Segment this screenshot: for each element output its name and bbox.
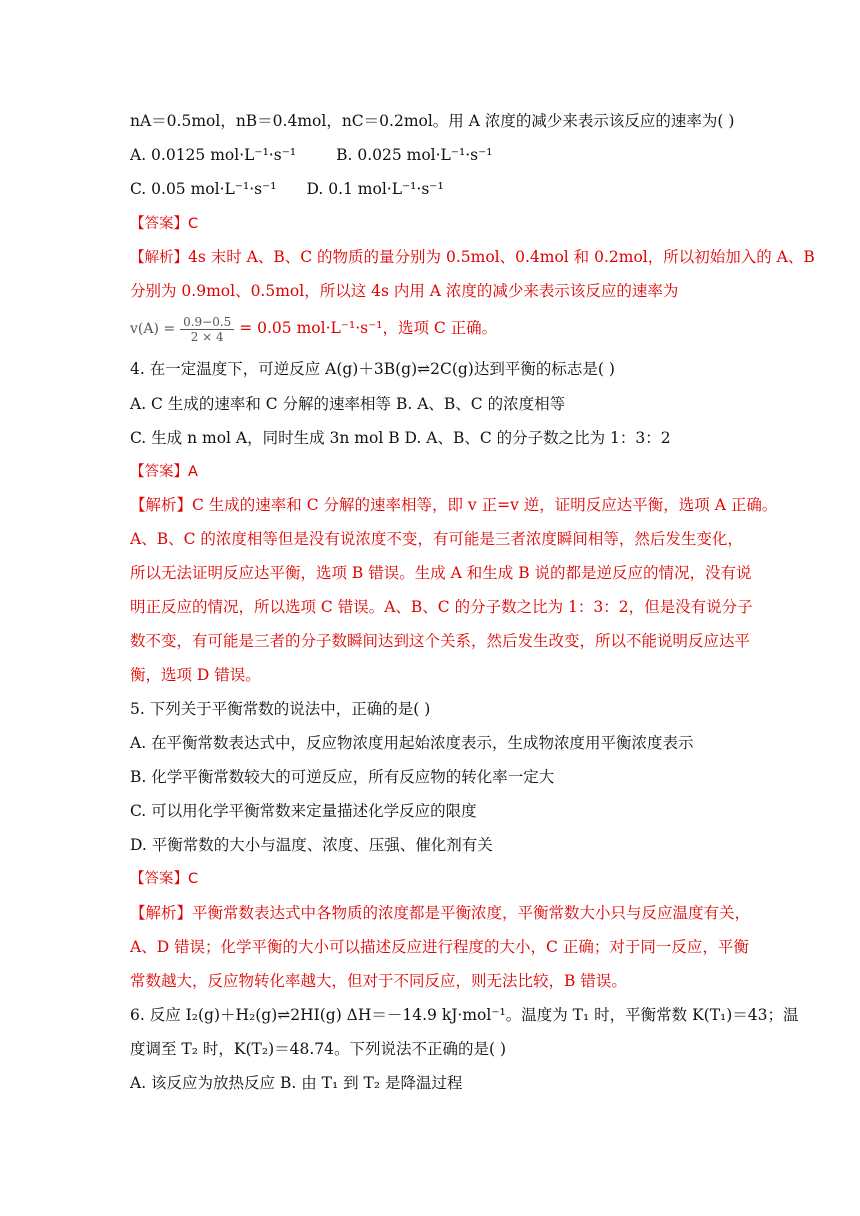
q3-options-cd (130, 178, 740, 200)
q5-option-a: A. 在平衡常数表达式中，反应物浓度用起始浓度表示，生成物浓度用平衡浓度表示 (130, 734, 694, 752)
q4-explanation-1: 【解析】C 生成的速率和 C 分解的速率相等，即 v 正=v 逆，证明反应达平衡，选项 A 正确。 (130, 496, 778, 514)
q3-explanation-3: ，选项 C 正确。 (382, 319, 498, 337)
q4-explanation-5: 数不变，有可能是三者的分子数瞬间达到这个关系，然后发生改变，所以不能说明反应达平 (130, 632, 751, 650)
formula-lhs: v(A) = (130, 321, 176, 337)
q3-formula (130, 310, 740, 346)
q5-option-d: D. 平衡常数的大小与温度、浓度、压强、催化剂有关 (130, 836, 493, 854)
q6-stem-2: 度调至 T₂ 时，K(T₂)＝48.74。下列说法不正确的是( ) (130, 1040, 507, 1058)
q5-answer: 【答案】C (130, 871, 199, 887)
q4-explanation-3: 所以无法证明反应达平衡，选项 B 错误。生成 A 和生成 B 说的都是逆反应的情况，没有说 (130, 564, 752, 582)
formula-rhs: = 0.05 mol·L⁻¹·s⁻¹ (239, 319, 383, 337)
q5-option-b: B. 化学平衡常数较大的可逆反应，所有反应物的转化率一定大 (130, 768, 555, 786)
q6-stem-1: 6. 反应 I₂(g)＋H₂(g)⇌2HI(g) ΔH＝－14.9 kJ·mol⁻¹。温度为 T₁ 时，平衡常数 K(T₁)＝43；温 (130, 1006, 799, 1024)
q4-options-cd: C. 生成 n mol A，同时生成 3n mol B D. A、B、C 的分子数之比为 1：3：2 (130, 429, 671, 447)
q4-stem: 4. 在一定温度下，可逆反应 A(g)＋3B(g)⇌2C(g)达到平衡的标志是( ) (130, 360, 615, 378)
q5-option-c: C. 可以用化学平衡常数来定量描述化学反应的限度 (130, 802, 477, 820)
q3-option-d: D. 0.1 mol·L⁻¹·s⁻¹ (306, 180, 444, 198)
fraction-numerator: 0.9−0.5 (180, 315, 234, 330)
q3-option-c: C. 0.05 mol·L⁻¹·s⁻¹ (130, 180, 277, 198)
q3-explanation-2: 分别为 0.9mol、0.5mol，所以这 4s 内用 A 浓度的减少来表示该反应的速率为 (130, 282, 679, 300)
q4-explanation-6: 衡，选项 D 错误。 (130, 666, 261, 684)
q3-stem: nA＝0.5mol，nB＝0.4mol，nC＝0.2mol。用 A 浓度的减少来表示该反应的速率为( ) (130, 112, 735, 130)
q3-answer: 【答案】C (130, 216, 199, 232)
q3-explanation-label: 【解析】 (130, 250, 188, 266)
q3-options-ab (130, 144, 740, 166)
q3-explanation-text-1: 4s 末时 A、B、C 的物质的量分别为 0.5mol、0.4mol 和 0.2mol，所以初始加入的 A、B (188, 248, 815, 266)
q3-explanation-1 (130, 246, 815, 269)
q5-explanation-2: A、D 错误；化学平衡的大小可以描述反应进行程度的大小，C 正确；对于同一反应，平衡 (130, 938, 749, 956)
q4-explanation-2: A、B、C 的浓度相等但是没有说浓度不变，有可能是三者浓度瞬间相等，然后发生变化， (130, 530, 743, 548)
q5-explanation-1: 【解析】平衡常数表达式中各物质的浓度都是平衡浓度，平衡常数大小只与反应温度有关， (130, 904, 751, 922)
q6-options-ab: A. 该反应为放热反应 B. 由 T₁ 到 T₂ 是降温过程 (130, 1074, 463, 1092)
q4-options-ab: A. C 生成的速率和 C 分解的速率相等 B. A、B、C 的浓度相等 (130, 395, 566, 413)
q5-explanation-3: 常数越大，反应物转化率越大，但对于不同反应，则无法比较，B 错误。 (130, 972, 627, 990)
formula-fraction (180, 315, 234, 344)
q3-option-b: B. 0.025 mol·L⁻¹·s⁻¹ (336, 146, 493, 164)
q4-explanation-4: 明正反应的情况，所以选项 C 错误。A、B、C 的分子数之比为 1：3：2，但是没有说分子 (130, 598, 753, 616)
q4-answer: 【答案】A (130, 464, 198, 480)
q3-option-a: A. 0.0125 mol·L⁻¹·s⁻¹ (130, 146, 297, 164)
fraction-denominator: 2 × 4 (190, 329, 224, 344)
q5-stem: 5. 下列关于平衡常数的说法中，正确的是( ) (130, 700, 431, 718)
